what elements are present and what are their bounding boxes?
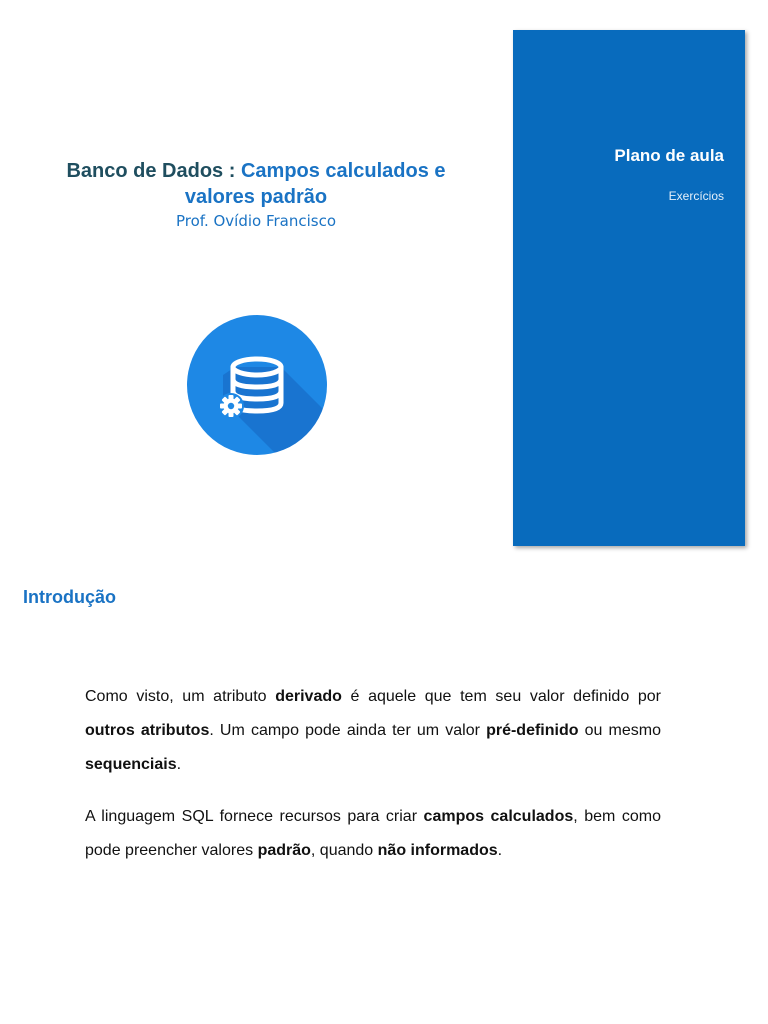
side-panel (513, 30, 745, 546)
p2-bold-2: padrão (257, 842, 311, 859)
title-prefix: Banco de Dados : (66, 160, 241, 182)
p2-bold-3: não informados (377, 842, 498, 859)
p2-bold-1: campos calculados (423, 808, 574, 825)
author-name: Prof. Ovídio Francisco (175, 212, 337, 230)
section-heading-introducao: Introdução (23, 587, 116, 607)
p2-text-3: , quando (310, 842, 378, 859)
p2-text-1: A linguagem SQL fornece recursos para criar (85, 808, 424, 825)
p1-bold-2: outros atributos (85, 722, 210, 739)
panel-title: Plano de aula (614, 146, 724, 165)
p2-text-4: . (497, 842, 503, 859)
p1-text-3: . Um campo pode ainda ter um valor (209, 722, 487, 739)
p1-bold-4: sequenciais (85, 756, 177, 773)
document-header (36, 158, 476, 230)
document-title (36, 158, 476, 210)
introduction-body (85, 680, 661, 886)
title-main: Campos calculados e valores padrão (184, 160, 446, 208)
paragraph-1 (85, 680, 661, 782)
p1-text-2: é aquele que tem seu valor definido por (341, 688, 661, 705)
database-gear-icon (187, 315, 327, 455)
paragraph-2 (85, 800, 661, 868)
p1-bold-3: pré-definido (486, 722, 579, 739)
panel-subtitle: Exercícios (668, 189, 724, 203)
p1-bold-1: derivado (275, 688, 342, 705)
p1-text-4: ou mesmo (578, 722, 662, 739)
p1-text-5: . (176, 756, 182, 773)
p1-text-1: Como visto, um atributo (85, 688, 276, 705)
p2-text-2: , bem como pode preencher valores (85, 808, 661, 859)
